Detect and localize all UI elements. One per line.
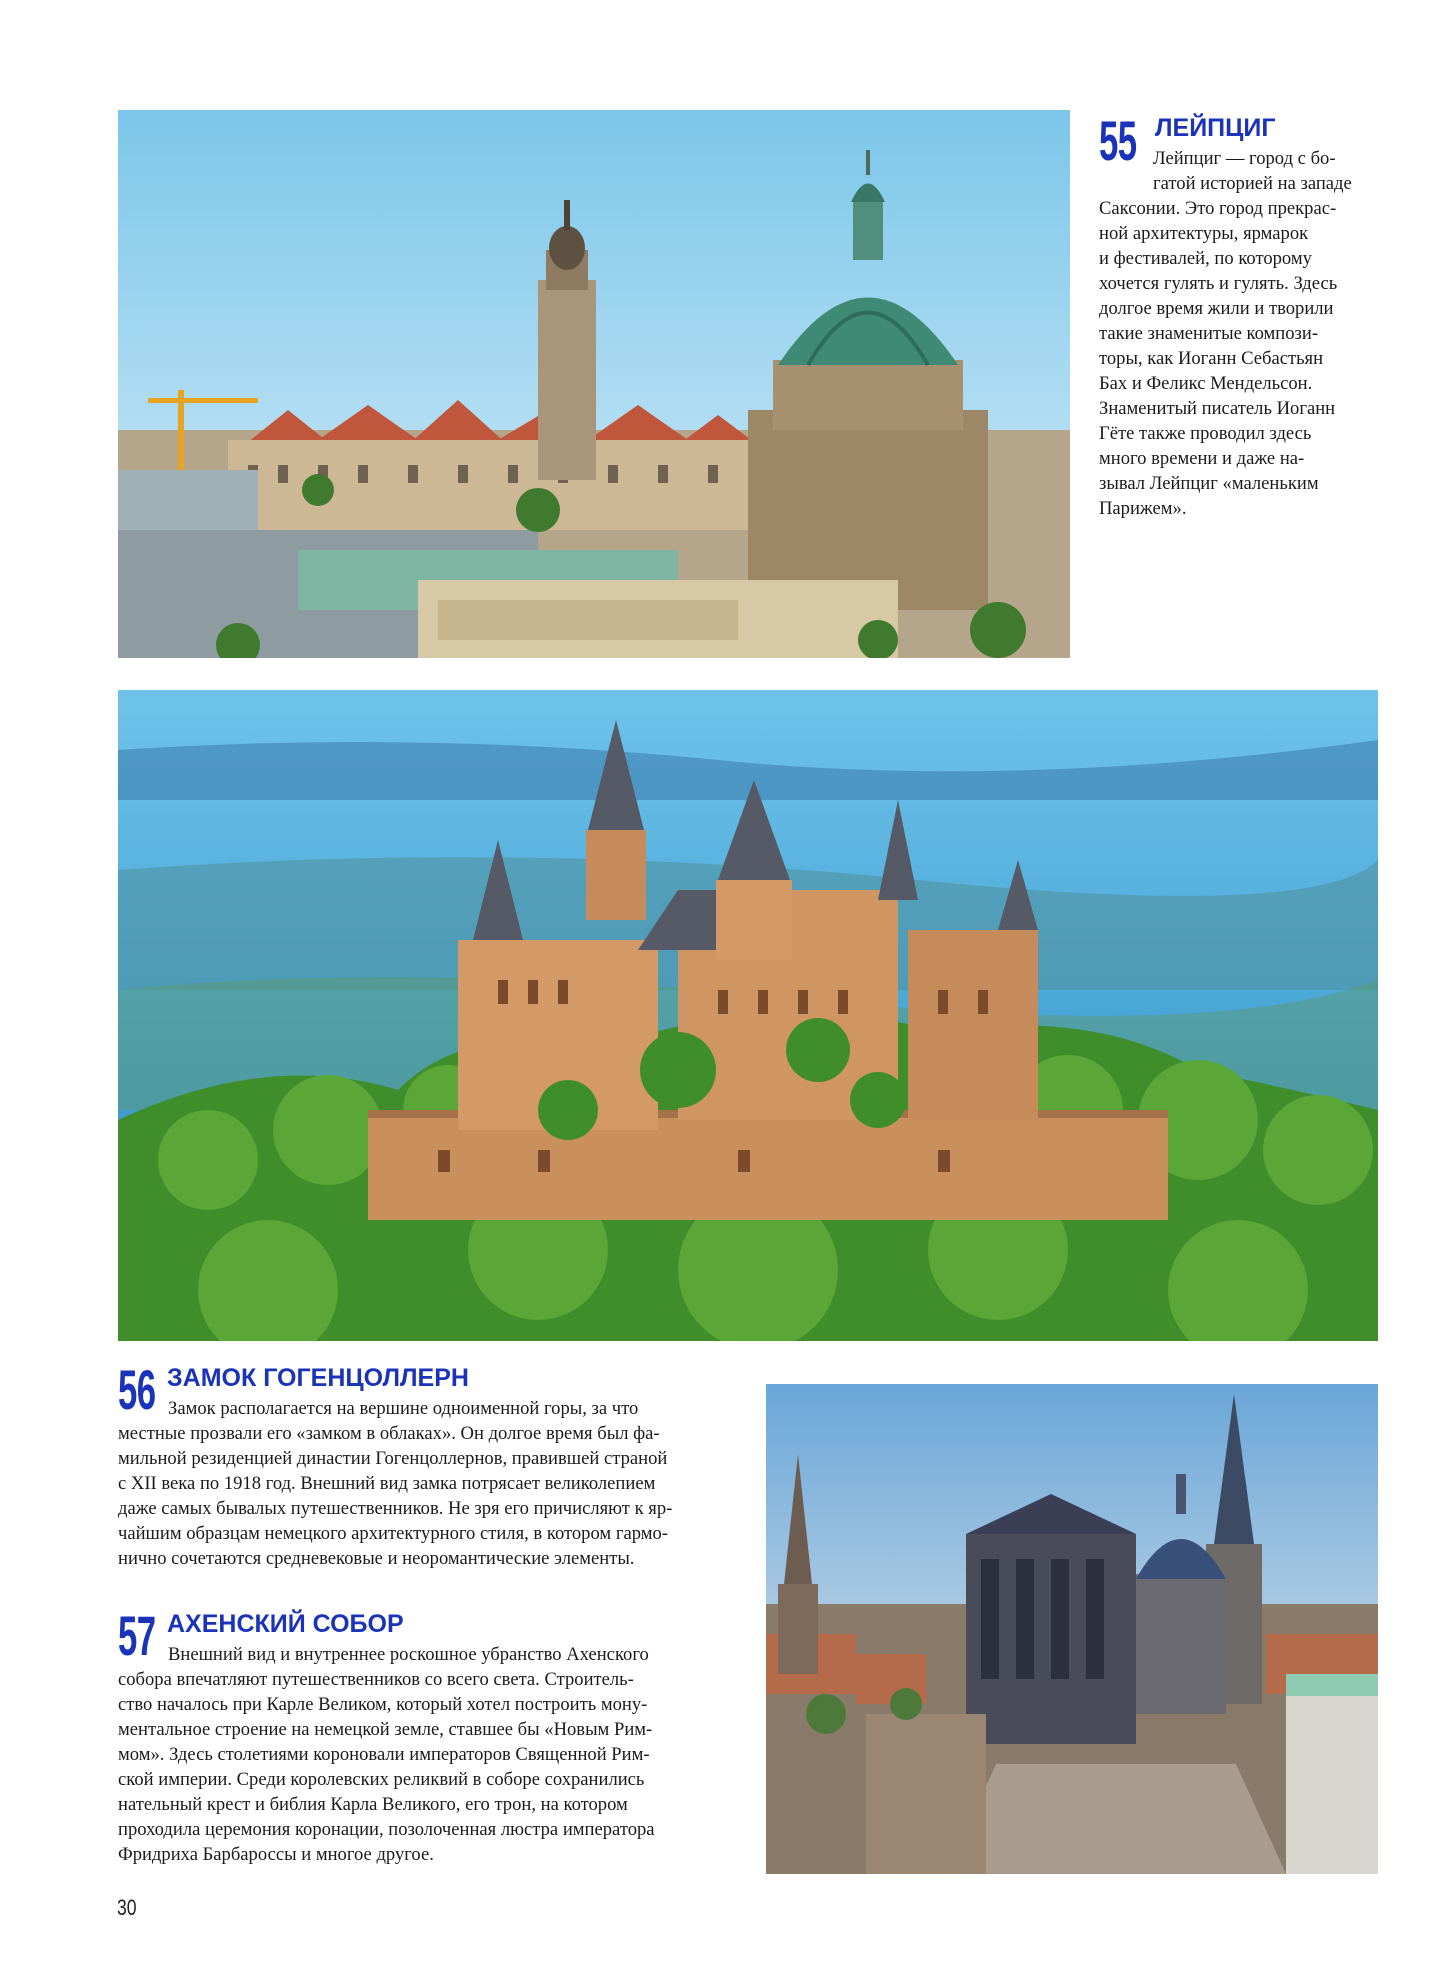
text-line: нательный крест и библия Карла Великого, его трон, на котором xyxy=(118,1794,628,1815)
text-line: ской империи. Среди королевских реликвий в соборе сохранились xyxy=(118,1769,645,1790)
text-line: Знаменитый писатель Иоганн xyxy=(1099,398,1336,419)
entry-number-55: 55 xyxy=(1099,109,1137,172)
text-line: ной архитектуры, ярмарок xyxy=(1099,223,1309,244)
page-number: 30 xyxy=(117,1895,137,1920)
entry-text-leipzig xyxy=(1099,146,1371,521)
text-line: Замок располагается на вершине одноименной горы, за что xyxy=(168,1398,639,1419)
entry-text-aachen xyxy=(118,1642,732,1867)
text-line: торы, как Иоганн Себастьян xyxy=(1099,348,1324,369)
entry-title-aachen: АХЕНСКИЙ СОБОР xyxy=(167,1610,404,1638)
hohenzollern-castle-photo xyxy=(118,690,1378,1341)
text-line: Гёте также проводил здесь xyxy=(1099,423,1312,444)
text-line: Парижем». xyxy=(1099,498,1187,519)
text-line: ство началось при Карле Великом, который хотел построить мону- xyxy=(118,1694,648,1715)
text-line: собора впечатляют путешественников со всего света. Строитель- xyxy=(118,1669,634,1690)
text-line: проходила церемония коронации, позолоченная люстра императора xyxy=(118,1819,655,1840)
text-line: мильной резиденцией династии Гогенцоллернов, правившей страной xyxy=(118,1448,668,1469)
text-line: такие знаменитые компози- xyxy=(1099,323,1319,344)
text-line: с XII века по 1918 год. Внешний вид замка потрясает великолепием xyxy=(118,1473,656,1494)
text-line: нично сочетаются средневековые и неоромантические элементы. xyxy=(118,1548,635,1569)
text-line: ментальное строение на немецкой земле, ставшее бы «Новым Рим- xyxy=(118,1719,653,1740)
text-line: местные прозвали его «замком в облаках». Он долгое время был фа- xyxy=(118,1423,660,1444)
text-line: мом». Здесь столетиями короновали императоров Священной Рим- xyxy=(118,1744,650,1765)
text-line: гатой историей на западе xyxy=(1153,173,1352,194)
text-line: зывал Лейпциг «маленьким xyxy=(1099,473,1319,494)
text-line: долгое время жили и творили xyxy=(1099,298,1334,319)
text-line: чайшим образцам немецкого архитектурного стиля, в котором гармо- xyxy=(118,1523,668,1544)
text-line: Саксонии. Это город прекрас- xyxy=(1099,198,1337,219)
text-line: Внешний вид и внутреннее роскошное убранство Ахенского xyxy=(168,1644,649,1665)
aachen-cathedral-photo xyxy=(766,1384,1378,1874)
text-line: Фридриха Барбароссы и многое другое. xyxy=(118,1844,434,1865)
text-line: Бах и Феликс Мендельсон. xyxy=(1099,373,1313,394)
entry-text-hohenzollern xyxy=(118,1396,732,1571)
entry-number-56: 56 xyxy=(118,1358,156,1421)
entry-title-hohenzollern: ЗАМОК ГОГЕНЦОЛЛЕРН xyxy=(167,1364,469,1392)
text-line: даже самых бывалых путешественников. Не зря его причисляют к яр- xyxy=(118,1498,673,1519)
text-line: хочется гулять и гулять. Здесь xyxy=(1099,273,1338,294)
text-line: много времени и даже на- xyxy=(1099,448,1305,469)
leipzig-photo xyxy=(118,110,1070,658)
text-line: Лейпциг — город с бо- xyxy=(1153,148,1336,169)
entry-number-57: 57 xyxy=(118,1604,156,1667)
text-line: и фестивалей, по которому xyxy=(1099,248,1312,269)
entry-title-leipzig: ЛЕЙПЦИГ xyxy=(1155,114,1276,142)
